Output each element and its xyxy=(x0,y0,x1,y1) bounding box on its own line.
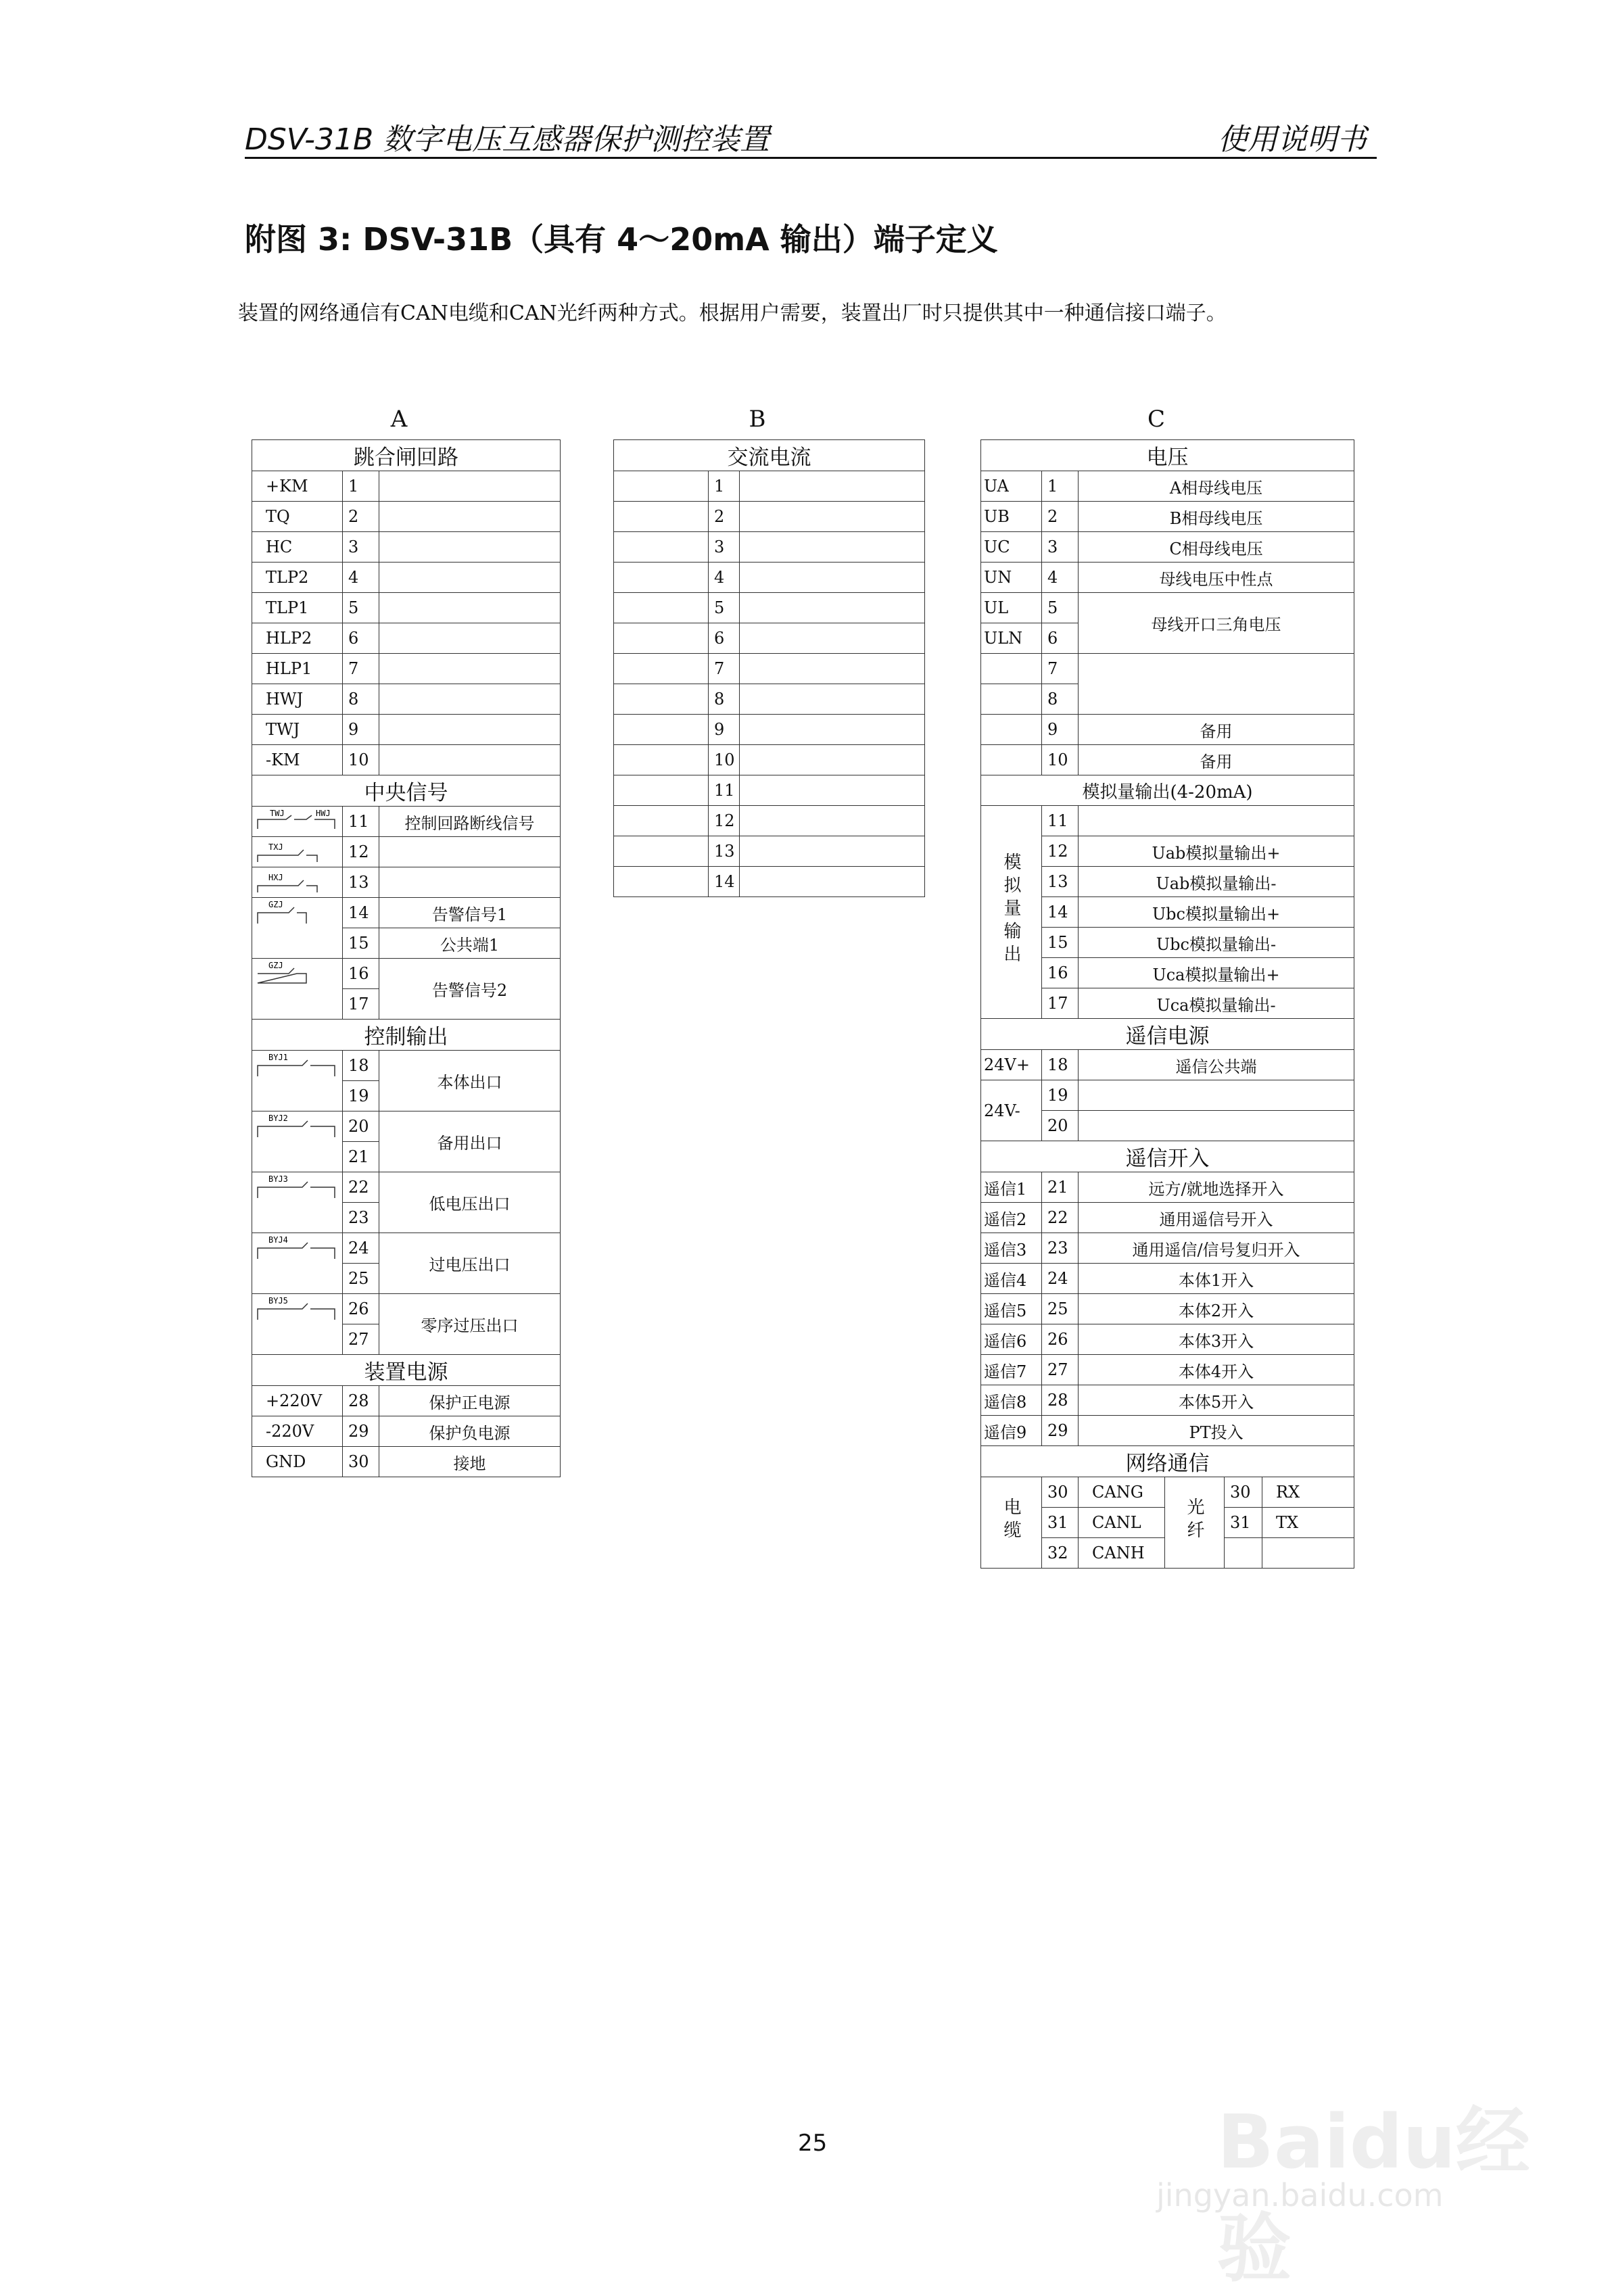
column-letter-b: B xyxy=(749,406,766,433)
table-row: HXJ 13 xyxy=(252,867,561,898)
table-row: BYJ3 22 低电压出口 xyxy=(252,1172,561,1203)
table-row: UL 5 母线开口三角电压 xyxy=(981,593,1354,623)
table-row: 23 xyxy=(252,1203,561,1233)
table-row: 15 公共端1 xyxy=(252,928,561,959)
svg-text:TWJ: TWJ xyxy=(270,809,285,818)
section-title: 网络通信 xyxy=(981,1446,1354,1477)
terminal-table-c xyxy=(980,439,1354,1569)
analog-side-label: 模拟量输出 xyxy=(981,806,1042,1019)
relay-contact-byj xyxy=(252,1233,343,1294)
table-row: 遥信2 22 通用遥信号开入 xyxy=(981,1203,1354,1233)
table-row: UC 3 C相母线电压 xyxy=(981,532,1354,563)
terminal-table-b xyxy=(613,439,925,897)
table-row: 遥信1 21 远方/就地选择开入 xyxy=(981,1172,1354,1203)
table-row: 19 xyxy=(252,1081,561,1111)
table-row: 16 Uca模拟量输出+ xyxy=(981,958,1354,988)
section-title: 电压 xyxy=(981,440,1354,471)
table-row: UN 4 母线电压中性点 xyxy=(981,563,1354,593)
section-title: 装置电源 xyxy=(252,1355,561,1386)
svg-text:GZJ: GZJ xyxy=(268,900,283,909)
table-row: 24V+ 18 遥信公共端 xyxy=(981,1050,1354,1080)
header-manual-label: 使用说明书 xyxy=(1218,122,1367,157)
svg-text:BYJ4: BYJ4 xyxy=(268,1235,288,1245)
table-row: BYJ5 26 零序过压出口 xyxy=(252,1294,561,1324)
section-title: 遥信电源 xyxy=(981,1019,1354,1050)
table-row: 3 xyxy=(614,532,925,563)
table-row: TWJ HWJ 11 控制回路断线信号 xyxy=(252,807,561,837)
relay-contact-byj xyxy=(252,1111,343,1172)
section-title: 模拟量输出(4-20mA) xyxy=(981,775,1354,806)
table-row: UB 2 B相母线电压 xyxy=(981,502,1354,532)
table-row: -220V 29 保护负电源 xyxy=(252,1416,561,1447)
table-row: BYJ2 20 备用出口 xyxy=(252,1111,561,1142)
table-row: 10 xyxy=(614,745,925,775)
terminal-table-a xyxy=(252,439,561,1477)
table-row: 遥信3 23 通用遥信/信号复归开入 xyxy=(981,1233,1354,1264)
section-title: 交流电流 xyxy=(614,440,925,471)
table-row: 模拟量输出 11 xyxy=(981,806,1354,836)
table-row: HLP2 6 xyxy=(252,623,561,654)
watermark-url: jingyan.baidu.com xyxy=(1156,2177,1444,2214)
table-row: 15 Ubc模拟量输出- xyxy=(981,928,1354,958)
table-row: +220V 28 保护正电源 xyxy=(252,1386,561,1416)
intro-paragraph: 装置的网络通信有CAN电缆和CAN光纤两种方式。根据用户需要，装置出厂时只提供其中一种通信接口端子。 xyxy=(238,302,1227,325)
header-title: DSV-31B 数字电压互感器保护测控装置 xyxy=(245,122,770,157)
relay-contact-txj xyxy=(252,837,343,867)
table-row: 4 xyxy=(614,563,925,593)
table-row: 17 xyxy=(252,989,561,1020)
table-row: 8 xyxy=(614,684,925,715)
table-row: TLP2 4 xyxy=(252,563,561,593)
table-row: GND 30 接地 xyxy=(252,1447,561,1477)
table-row: 5 xyxy=(614,593,925,623)
table-row: 21 xyxy=(252,1142,561,1172)
svg-text:BYJ5: BYJ5 xyxy=(268,1296,288,1306)
table-row: 2 xyxy=(614,502,925,532)
table-row: 11 xyxy=(614,775,925,806)
relay-contact-hxj xyxy=(252,867,343,898)
table-row: ULN 6 xyxy=(981,623,1354,654)
table-row: BYJ1 18 本体出口 xyxy=(252,1051,561,1081)
table-row: 12 xyxy=(614,806,925,836)
table-row: 9 备用 xyxy=(981,715,1354,745)
table-row: 27 xyxy=(252,1324,561,1355)
header-rule xyxy=(245,157,1377,159)
figure-title: 附图 3: DSV-31B（具有 4～20mA 输出）端子定义 xyxy=(245,221,998,258)
fiber-label: 光纤 xyxy=(1165,1477,1225,1569)
relay-contact-byj xyxy=(252,1294,343,1355)
table-row: 10 备用 xyxy=(981,745,1354,775)
section-title: 控制输出 xyxy=(252,1020,561,1051)
table-row: 9 xyxy=(614,715,925,745)
watermark-brand: Baidu经验 xyxy=(1217,2099,1530,2292)
table-row: 14 xyxy=(614,867,925,897)
relay-contact-gzj xyxy=(252,898,343,959)
relay-contact-twj-hwj xyxy=(252,807,343,837)
table-row: HLP1 7 xyxy=(252,654,561,684)
table-row: UA 1 A相母线电压 xyxy=(981,471,1354,502)
svg-text:HXJ: HXJ xyxy=(268,873,283,882)
baidu-watermark xyxy=(1143,2069,1548,2292)
table-row: 32 CANH xyxy=(981,1538,1354,1569)
table-row: 电缆 30 CANG 光纤 30 RX xyxy=(981,1477,1354,1508)
table-row: 遥信8 28 本体5开入 xyxy=(981,1385,1354,1416)
section-title: 遥信开入 xyxy=(981,1141,1354,1172)
table-row: TXJ 12 xyxy=(252,837,561,867)
table-row: 25 xyxy=(252,1264,561,1294)
table-row: -KM 10 xyxy=(252,745,561,775)
table-row: 1 xyxy=(614,471,925,502)
table-row: GZJ 16 告警信号2 xyxy=(252,959,561,989)
table-row: 7 xyxy=(614,654,925,684)
svg-text:BYJ1: BYJ1 xyxy=(268,1053,288,1062)
table-row: 遥信7 27 本体4开入 xyxy=(981,1355,1354,1385)
section-title: 中央信号 xyxy=(252,775,561,807)
table-row: 遥信9 29 PT投入 xyxy=(981,1416,1354,1446)
table-row: 12 Uab模拟量输出+ xyxy=(981,836,1354,867)
table-row: +KM 1 xyxy=(252,471,561,502)
table-row: TQ 2 xyxy=(252,502,561,532)
svg-text:GZJ: GZJ xyxy=(268,961,283,970)
svg-text:HWJ: HWJ xyxy=(316,809,331,818)
table-row: GZJ 14 告警信号1 xyxy=(252,898,561,928)
table-row: 20 xyxy=(981,1111,1354,1141)
table-row: 6 xyxy=(614,623,925,654)
relay-contact-byj xyxy=(252,1172,343,1233)
table-row: BYJ4 24 过电压出口 xyxy=(252,1233,561,1264)
column-letter-c: C xyxy=(1147,406,1165,433)
cable-label: 电缆 xyxy=(981,1477,1042,1569)
relay-contact-gzj xyxy=(252,959,343,1020)
page-number: 25 xyxy=(798,2130,828,2157)
table-row: 31 CANL 31 TX xyxy=(981,1508,1354,1538)
table-row: HC 3 xyxy=(252,532,561,563)
section-title: 跳合闸回路 xyxy=(252,440,561,471)
relay-contact-byj xyxy=(252,1051,343,1111)
table-row: 17 Uca模拟量输出- xyxy=(981,988,1354,1019)
table-row: 遥信4 24 本体1开入 xyxy=(981,1264,1354,1294)
column-letter-a: A xyxy=(390,406,408,433)
table-row: TLP1 5 xyxy=(252,593,561,623)
table-row: 7 xyxy=(981,654,1354,684)
svg-text:TXJ: TXJ xyxy=(268,842,283,852)
table-row: 24V- 19 xyxy=(981,1080,1354,1111)
table-row: 13 xyxy=(614,836,925,867)
table-row: HWJ 8 xyxy=(252,684,561,715)
table-row: 遥信5 25 本体2开入 xyxy=(981,1294,1354,1324)
table-row: 遥信6 26 本体3开入 xyxy=(981,1324,1354,1355)
table-row: 13 Uab模拟量输出- xyxy=(981,867,1354,897)
svg-text:BYJ2: BYJ2 xyxy=(268,1114,288,1123)
table-row: TWJ 9 xyxy=(252,715,561,745)
table-row: 14 Ubc模拟量输出+ xyxy=(981,897,1354,928)
table-row: 8 xyxy=(981,684,1354,715)
svg-text:BYJ3: BYJ3 xyxy=(268,1174,288,1184)
